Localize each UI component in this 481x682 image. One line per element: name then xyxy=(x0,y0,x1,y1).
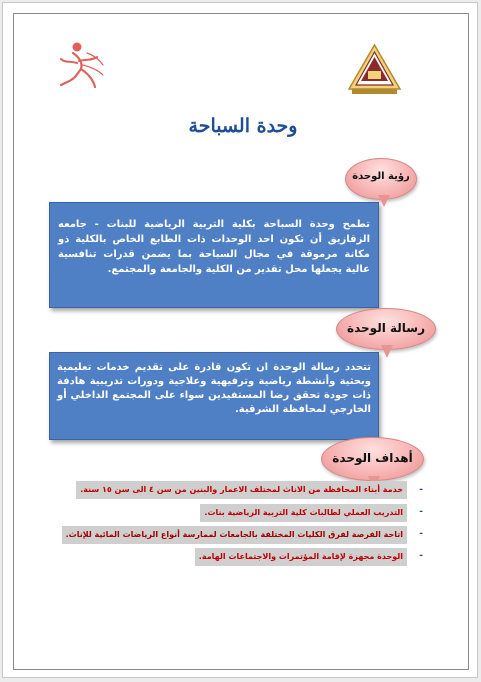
page-title: وحدة السباحة xyxy=(188,115,298,137)
list-marker: - xyxy=(419,551,423,561)
document-page xyxy=(2,2,478,678)
vision-text: تطمح وحدة السباحة بكلية التربية الرياضية للبنات - جامعه الزقازيق أن تكون احد الوحدات ذات الطابع الخاص بالكلية ذو مكانة مرموقة في مجال السباحة بما يضمن قدرات تنافسية عالية يجعلها محل تقدير من الكلية والجامعة والمجتمع. xyxy=(58,219,370,275)
runner-icon xyxy=(53,39,111,91)
goal-text: اتاحة الفرصة لفرق الكليات المختلفة بالجامعات لممارسة أنواع الرياضات المائية للإناث. xyxy=(62,526,407,544)
list-marker: - xyxy=(419,485,423,495)
vision-label-balloon xyxy=(345,158,417,200)
list-marker: - xyxy=(419,529,423,539)
goals-list xyxy=(33,480,423,568)
balloon-tail xyxy=(381,345,393,358)
vision-label: رؤية الوحدة xyxy=(352,171,410,182)
university-seal-icon xyxy=(346,43,403,95)
mission-text-box xyxy=(49,352,379,440)
vision-text-box xyxy=(49,202,379,308)
mission-label: رسالة الوحدة xyxy=(347,321,425,335)
goals-label-balloon xyxy=(321,437,424,481)
goal-text: خدمة أبناء المحافظة من الاناث لمختلف الاعمار والبنين من سن ٤ الى سن ١٥ سنة. xyxy=(76,481,407,499)
mission-label-balloon xyxy=(336,308,436,350)
mission-text: تتحدد رسالة الوحدة ان تكون قادرة على تقديم خدمات تعليمية وبحثية وأنشطة رياضية وترفيهية وعلاجية ودورات تدريبية هادفة ذات جودة تحقق رضا المستفيدين سواء على المجتمع الداخلي أو الخارجي لمحافظة الشرقية. xyxy=(57,362,371,415)
list-item xyxy=(33,546,423,568)
goal-text: الوحدة مجهزة لإقامة المؤتمرات والاجتماعات الهامة. xyxy=(195,548,407,566)
list-item xyxy=(33,502,423,524)
list-item xyxy=(33,480,423,502)
goal-text: التدريب العملي لطالبات كلية التربية الرياضية بنات. xyxy=(200,504,407,522)
goals-label: أهداف الوحدة xyxy=(332,451,413,465)
list-item xyxy=(33,524,423,546)
list-marker: - xyxy=(419,507,423,517)
balloon-tail xyxy=(378,195,390,207)
